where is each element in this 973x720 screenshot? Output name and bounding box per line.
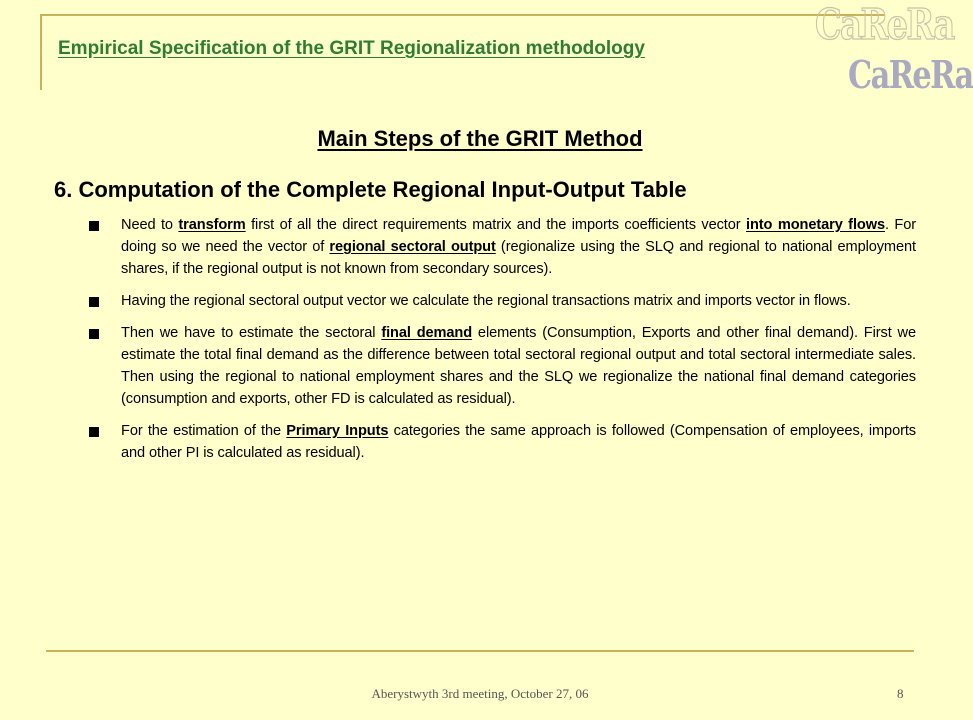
- bullet-square-icon: [89, 297, 99, 307]
- highlighted-term: final demand: [381, 325, 473, 341]
- bullet-text: [121, 290, 916, 312]
- page-number: 8: [897, 686, 904, 701]
- carera-logo-ghost: CaReRa: [815, 0, 954, 49]
- frame-vertical-line: [40, 14, 42, 90]
- bullet-text-segment: (regionalize using the SLQ and regional to national employment shares, if the regional output is not known from secondary sources).: [121, 239, 916, 277]
- bullet-square-icon: [89, 221, 99, 231]
- bullet-text-segment: Then we have to estimate the sectoral: [121, 325, 382, 341]
- bullet-text: [121, 322, 916, 410]
- bullet-list: [88, 214, 916, 474]
- bullet-text-segment: categories the same approach is followed (Compensation of employees, imports and other PI is calculated as residual).: [121, 423, 916, 461]
- frame-horizontal-line: [40, 14, 885, 16]
- highlighted-term: Primary Inputs: [286, 423, 389, 439]
- carera-logo: CaReRa: [848, 52, 973, 97]
- bullet-text: [121, 214, 916, 280]
- highlighted-term: transform: [178, 217, 246, 233]
- main-heading: Main Steps of the GRIT Method: [317, 126, 643, 151]
- bullet-text: [121, 420, 916, 464]
- bullet-square-icon: [89, 427, 99, 437]
- bullet-text-segment: . For doing so we need the vector of: [121, 217, 916, 255]
- bullet-square-icon: [89, 329, 99, 339]
- section-title: 6. Computation of the Complete Regional Input-Output Table: [54, 177, 687, 202]
- bullet-item: [88, 322, 916, 410]
- bullet-item: [88, 290, 916, 312]
- bullet-text-segment: For the estimation of the: [121, 423, 287, 439]
- bullet-item: [88, 420, 916, 464]
- bullet-text-segment: Need to: [121, 217, 179, 233]
- bullet-text-segment: elements (Consumption, Exports and other final demand). First we estimate the total final demand as the difference between total sectoral regional output and total sectoral intermediate sales. Then using the regional to national employment shares and the SLQ we regionalize the national final demand categories (consumption and exports, other FD is calculated as residual).: [121, 325, 916, 407]
- footer-text: Aberystwyth 3rd meeting, October 27, 06: [371, 686, 589, 701]
- bullet-item: [88, 214, 916, 280]
- bullet-text-segment: first of all the direct requirements matrix and the imports coefficients vector: [245, 217, 747, 233]
- highlighted-term: regional sectoral output: [329, 239, 496, 255]
- footer-divider: [46, 650, 914, 652]
- slide-header-title: Empirical Specification of the GRIT Regionalization methodology: [58, 38, 645, 59]
- highlighted-term: into monetary flows: [746, 217, 885, 233]
- bullet-text-segment: Having the regional sectoral output vector we calculate the regional transactions matrix and imports vector in flows.: [121, 293, 851, 309]
